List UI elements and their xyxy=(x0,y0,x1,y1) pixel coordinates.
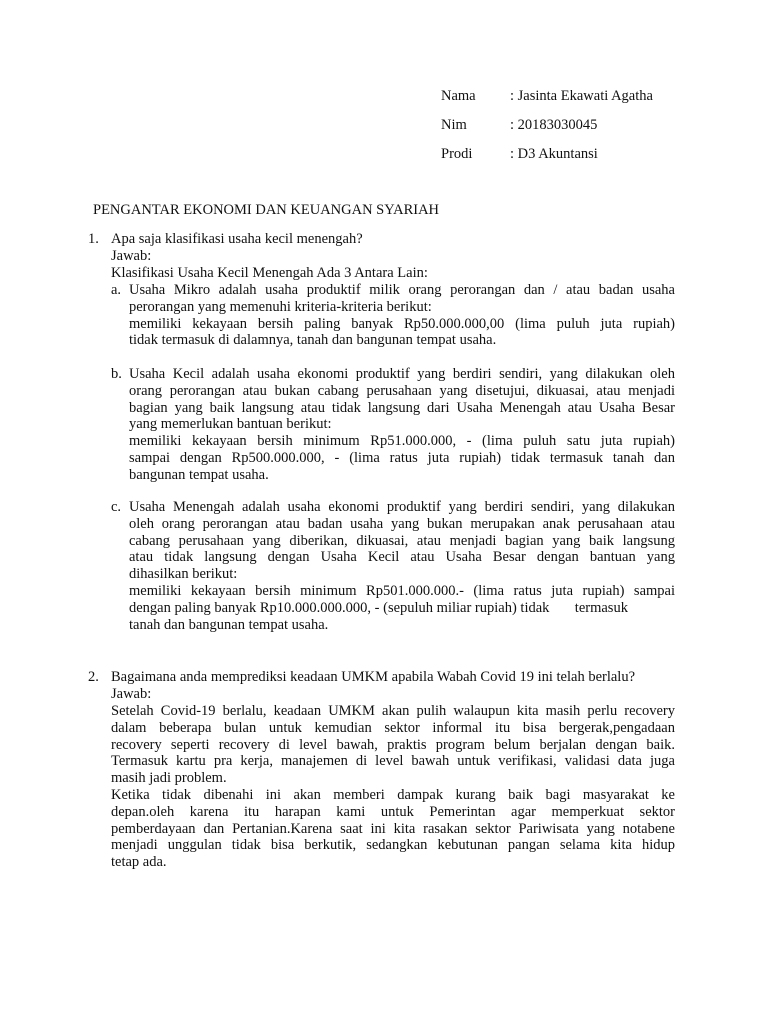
answer-2-line: masih jadi problem. xyxy=(111,770,227,787)
item-b-line: sampai dengan Rp500.000.000, - (lima ratus juta rupiah) tidak termasuk tanah dan xyxy=(129,449,675,466)
answer-2-line: depan.oleh karena itu harapan kami untuk Pemerintan agar memperkuat sektor xyxy=(111,803,675,820)
question-2-answer-label: Jawab: xyxy=(111,686,152,702)
identity-value-nama: : Jasinta Ekawati Agatha xyxy=(510,88,653,104)
item-b-text xyxy=(129,366,675,484)
answer-2-line: menjadi unggulan tidak bisa berkutik, sedangkan kebutunan pangan selama kita hidup xyxy=(111,837,675,854)
item-c-line: memiliki kekayaan bersih minimum Rp501.000.000.- (lima ratus juta rupiah) sampai xyxy=(129,582,675,599)
question-1-intro: Klasifikasi Usaha Kecil Menengah Ada 3 Antara Lain: xyxy=(111,265,428,281)
question-2-answer-text xyxy=(111,703,675,871)
item-c-marker: c. xyxy=(111,499,122,515)
question-2-text: Bagaimana anda memprediksi keadaan UMKM apabila Wabah Covid 19 ini telah berlalu? xyxy=(111,669,636,685)
item-a-line: Usaha Mikro adalah usaha produktif milik orang perorangan dan / atau badan usaha xyxy=(129,282,675,298)
item-b-marker: b. xyxy=(111,366,122,382)
identity-label-nama: Nama xyxy=(441,88,476,104)
question-1-answer-label: Jawab: xyxy=(111,248,152,264)
question-1-text: Apa saja klasifikasi usaha kecil menengah? xyxy=(111,231,363,247)
item-a-line: tidak termasuk di dalamnya, tanah dan bangunan tempat usaha. xyxy=(129,332,497,349)
item-c-line: dihasilkan berikut: xyxy=(129,566,238,583)
item-c-line: cabang perusahaan yang diberikan, dikuasai, atau menjadi bagian yang baik langsung xyxy=(129,532,675,549)
item-b-line: bangunan tempat usaha. xyxy=(129,466,269,483)
document-title: PENGANTAR EKONOMI DAN KEUANGAN SYARIAH xyxy=(93,202,440,218)
item-c-line: atau tidak langsung dengan Usaha Kecil atau Usaha Besar dengan bantuan yang xyxy=(129,549,675,566)
identity-label-prodi: Prodi xyxy=(441,146,473,162)
item-a-line: perorangan yang memenuhi kriteria-kriteria berikut: xyxy=(129,298,432,315)
item-b-line: Usaha Kecil adalah usaha ekonomi produktif yang berdiri sendiri, yang dilakukan oleh xyxy=(129,366,675,382)
item-b-line: bagian yang baik langsung atau tidak langsung dari Usaha Menengah atau Usaha Besar xyxy=(129,399,675,416)
identity-label-nim: Nim xyxy=(441,117,467,133)
identity-value-nim: : 20183030045 xyxy=(510,117,598,133)
question-1-number: 1. xyxy=(88,231,99,247)
answer-2-line: Setelah Covid-19 berlalu, keadaan UMKM akan pulih walaupun kita masih perlu recovery xyxy=(111,703,675,719)
item-c-line: oleh orang perorangan atau badan usaha yang bukan merupakan anak perusahaan atau xyxy=(129,515,675,532)
item-c-text xyxy=(129,499,675,633)
item-c-line: tanah dan bangunan tempat usaha. xyxy=(129,616,329,633)
identity-value-prodi: : D3 Akuntansi xyxy=(510,146,598,162)
item-c-line: Usaha Menengah adalah usaha ekonomi produktif yang berdiri sendiri, yang dilakukan xyxy=(129,499,675,515)
item-a-text xyxy=(129,282,675,349)
item-a-line: memiliki kekayaan bersih paling banyak Rp50.000.000,00 (lima puluh juta rupiah) xyxy=(129,315,675,332)
item-b-line: yang memerlukan bantuan berikut: xyxy=(129,416,332,433)
answer-2-line: Termasuk kartu pra kerja, manajemen di level bawah untuk verifikasi, validasi data juga xyxy=(111,753,675,770)
item-b-line: orang perorangan atau bukan cabang perusahaan yang disetujui, dikuasai, atau menjadi xyxy=(129,382,675,399)
item-b-line: memiliki kekayaan bersih minimum Rp51.000.000, - (lima puluh satu juta rupiah) xyxy=(129,433,675,450)
answer-2-line: recovery seperti recovery di level bawah, praktis program belum berjalan dengan baik. xyxy=(111,736,675,753)
item-a-marker: a. xyxy=(111,282,122,298)
answer-2-line: Ketika tidak dibenahi ini akan memberi dampak kurang baik bagi masyarakat ke xyxy=(111,786,675,803)
question-2-number: 2. xyxy=(88,669,99,685)
item-c-line: dengan paling banyak Rp10.000.000.000, - (sepuluh miliar rupiah) tidak termasuk xyxy=(129,599,628,616)
answer-2-line: dalam beberapa bulan untuk kemudian sektor informal itu bisa bergerak,pengadaan xyxy=(111,719,675,736)
answer-2-line: pemberdayaan dan Pertanian.Karena saat ini kita rasakan sektor Pariwisata yang notabene xyxy=(111,820,675,837)
answer-2-line: tetap ada. xyxy=(111,854,167,871)
